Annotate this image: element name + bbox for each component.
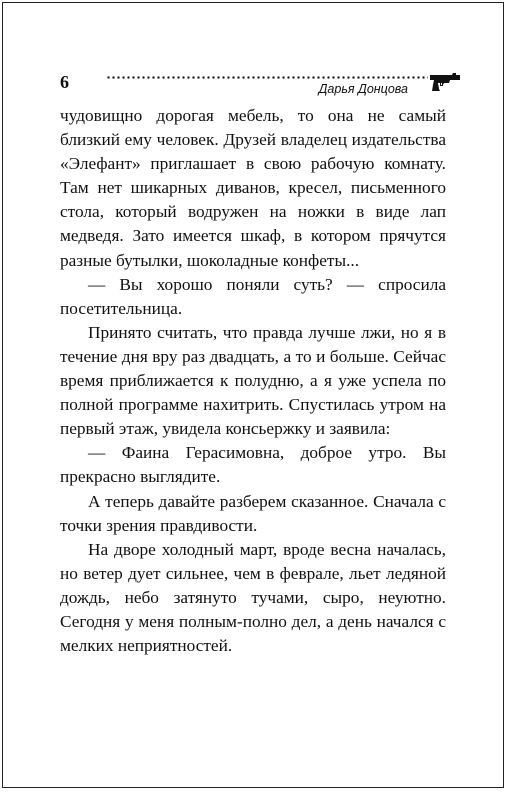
paragraph: — Вы хорошо поняли суть? — спросила посетительница. [60, 274, 446, 318]
revolver-icon [428, 70, 462, 92]
page-number: 6 [60, 72, 69, 92]
paragraph-continued: чудовищно дорогая мебель, то она не самый близкий ему человек. Друзей владелец издательства «Элефант» приглашает в свою рабочую комнату. Там нет шикарных диванов, кресел, письменного стола, который водружен на ножки в виде лап медведя. Зато имеется шкаф, в котором прячутся разные бутылки, шоколадные конфеты... [60, 106, 446, 270]
paragraph: Принято считать, что правда лучше лжи, но я в течение дня вру раз двадцать, а то и больше. Сейчас время приближается к полудню, а я уже успела по полной программе нахитрить. Спустилась утром на первый этаж, увидела консьержку и заявила: [60, 322, 446, 439]
dotted-leader [106, 76, 428, 79]
body-text [60, 104, 446, 658]
running-header [56, 70, 458, 98]
paragraph: На дворе холодный март, вроде весна началась, но ветер дует сильнее, чем в феврале, льет ледяной дождь, небо затянуто тучами, сыро, неуютно. Сегодня у меня полным-полно дел, а день начался с мелких неприятностей. [60, 539, 446, 656]
running-head-author: Дарья Донцова [318, 82, 408, 96]
paragraph: А теперь давайте разберем сказанное. Сначала с точки зрения правдивости. [60, 491, 446, 535]
paragraph: — Фаина Герасимовна, доброе утро. Вы прекрасно выглядите. [60, 443, 446, 487]
